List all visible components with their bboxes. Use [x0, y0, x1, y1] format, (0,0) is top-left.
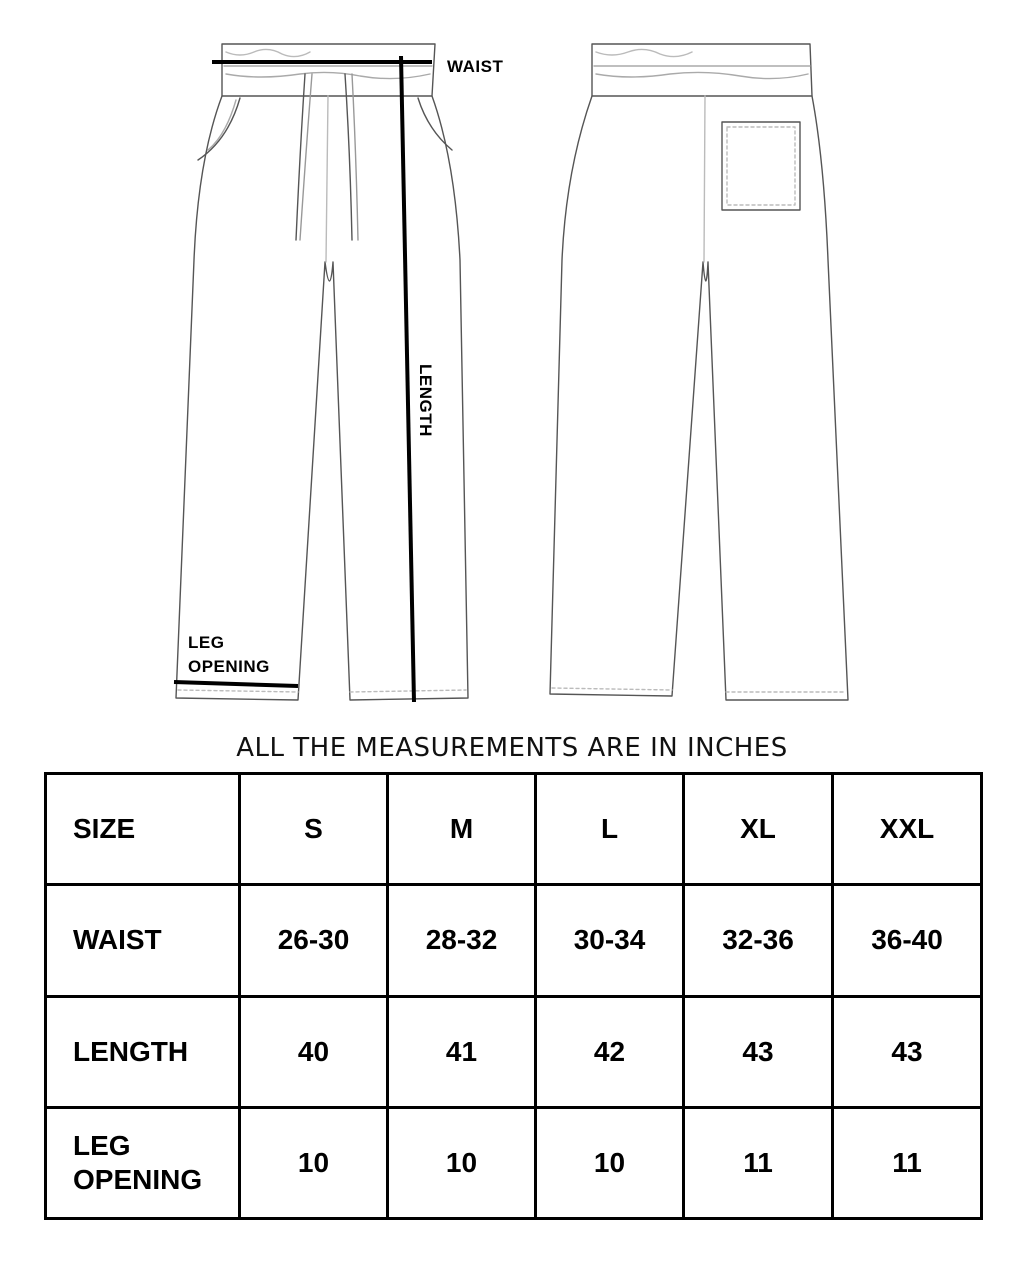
table-cell: 43	[684, 996, 833, 1107]
table-cell: 43	[833, 996, 982, 1107]
table-cell: 11	[684, 1107, 833, 1218]
leg-opening-measure-line	[174, 682, 298, 686]
table-cell: 42	[536, 996, 684, 1107]
table-row-waist	[46, 885, 982, 996]
leg-opening-row-label: LEG OPENING	[73, 1129, 203, 1195]
table-cell: 41	[388, 996, 536, 1107]
row-label: LENGTH	[46, 996, 240, 1107]
table-cell: 26-30	[240, 885, 388, 996]
table-header-row	[46, 774, 982, 885]
table-cell: 32-36	[684, 885, 833, 996]
leg-opening-label: LEG OPENING	[188, 633, 270, 676]
size-header-cell: SIZE	[46, 774, 240, 885]
table-row-leg-opening	[46, 1107, 982, 1218]
waist-label: WAIST	[447, 57, 504, 76]
length-measure-line	[401, 56, 414, 702]
row-label	[46, 1107, 240, 1218]
size-column-header: XXL	[833, 774, 982, 885]
measurement-units-note: ALL THE MEASUREMENTS ARE IN INCHES	[236, 733, 788, 763]
table-cell: 10	[388, 1107, 536, 1218]
table-cell: 36-40	[833, 885, 982, 996]
row-label: WAIST	[46, 885, 240, 996]
size-column-header: XL	[684, 774, 833, 885]
size-column-header: M	[388, 774, 536, 885]
table-cell: 40	[240, 996, 388, 1107]
size-column-header: S	[240, 774, 388, 885]
table-cell: 10	[536, 1107, 684, 1218]
size-chart-table	[44, 772, 983, 1220]
table-cell: 11	[833, 1107, 982, 1218]
table-cell: 10	[240, 1107, 388, 1218]
back-view	[550, 44, 848, 700]
table-cell: 28-32	[388, 885, 536, 996]
length-label: LENGTH	[416, 364, 435, 437]
table-row-length	[46, 996, 982, 1107]
table-cell: 30-34	[536, 885, 684, 996]
size-column-header: L	[536, 774, 684, 885]
